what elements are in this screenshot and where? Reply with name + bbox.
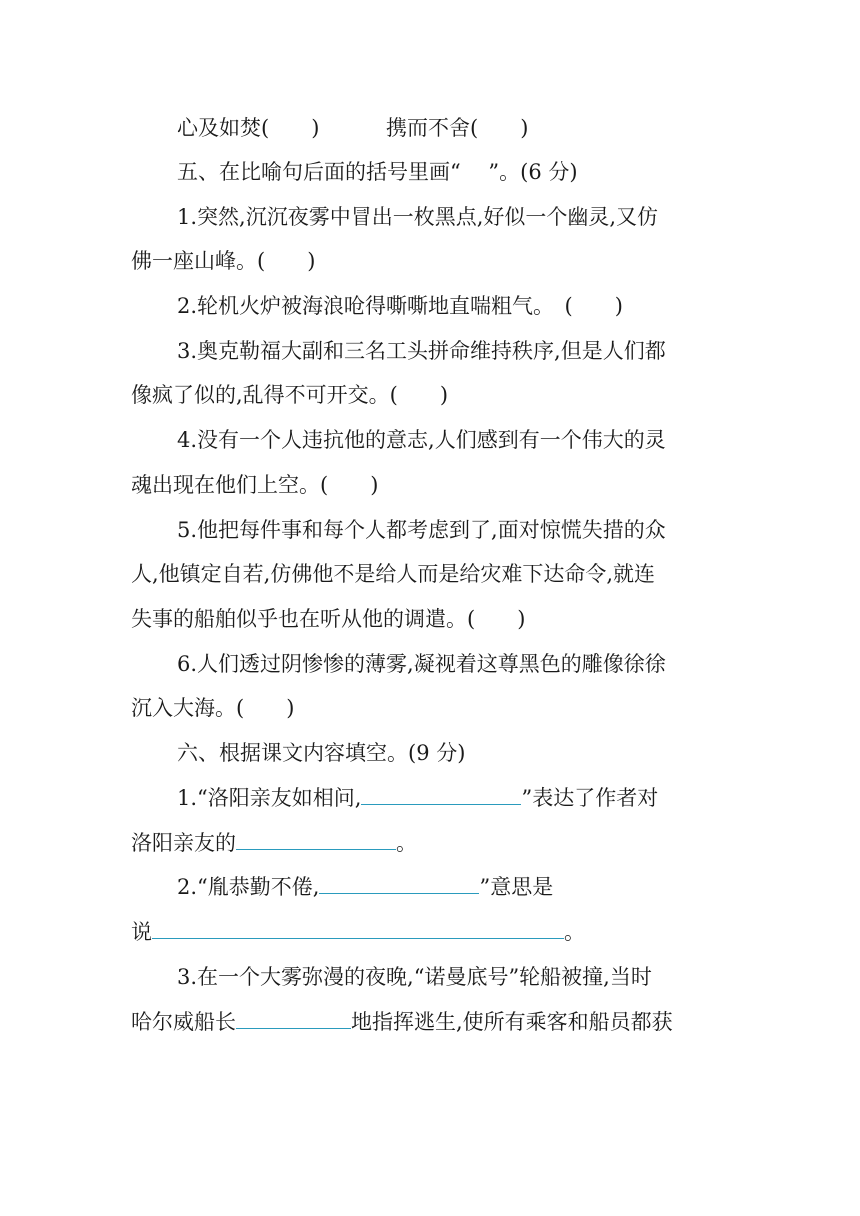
s6-q1-line-2 (131, 828, 417, 858)
s6-q1-text-l2-pre: 洛阳亲友的 (131, 831, 236, 855)
s6-q3-line-1: 3.在一个大雾弥漫的夜晚,“诺曼底号”轮船被撞,当时 (177, 965, 652, 989)
s6-q1-blank-1[interactable] (361, 784, 521, 805)
s6-q2-text-pre: 2.“胤恭勤不倦, (177, 875, 320, 899)
s6-q1-text-l2-post: 。 (396, 831, 417, 855)
s5-item-6-line-2: 沉入大海。( ) (131, 696, 295, 720)
s6-q1-blank-2[interactable] (236, 829, 396, 850)
section-5-heading: 五、在比喻句后面的括号里画“ ”。(6 分) (177, 160, 578, 184)
s5-item-1-line-2: 佛一座山峰。( ) (131, 249, 316, 273)
s6-q2-line-2 (131, 917, 585, 947)
s5-item-3-line-2: 像疯了似的,乱得不可开交。( ) (131, 383, 449, 407)
s5-item-4-line-2: 魂出现在他们上空。( ) (131, 473, 379, 497)
s5-item-1-line-1: 1.突然,沉沉夜雾中冒出一枚黑点,好似一个幽灵,又仿 (177, 205, 659, 229)
s5-item-2-line-1: 2.轮机火炉被海浪呛得嘶嘶地直喘粗气。 ( ) (177, 294, 623, 318)
s6-q2-text-l2-post: 。 (564, 920, 585, 944)
s6-q2-blank-1[interactable] (319, 873, 479, 894)
s5-item-5-line-3: 失事的船舶似乎也在听从他的调遣。( ) (131, 607, 526, 631)
idiom-1: 心及如焚( ) (177, 116, 320, 140)
s5-item-5-line-2: 人,他镇定自若,仿佛他不是给人而是给灾难下达命令,就连 (131, 562, 656, 586)
s5-item-3-line-1: 3.奥克勒福大副和三名工头拼命维持秩序,但是人们都 (177, 339, 666, 363)
s6-q3-blank[interactable] (236, 1008, 351, 1029)
s6-q2-blank-2[interactable] (152, 918, 564, 939)
s5-item-4-line-1: 4.没有一个人违抗他的意志,人们感到有一个伟大的灵 (177, 428, 666, 452)
s5-item-6-line-1: 6.人们透过阴惨惨的薄雾,凝视着这尊黑色的雕像徐徐 (177, 652, 666, 676)
s6-q1-text-pre: 1.“洛阳亲友如相问, (177, 786, 362, 810)
s6-q2-line-1 (177, 872, 553, 902)
section-6-heading: 六、根据课文内容填空。(9 分) (177, 741, 466, 765)
idiom-2: 携而不舍( ) (386, 116, 529, 140)
s6-q2-text-l2-pre: 说 (131, 920, 152, 944)
s6-q3-line-2 (131, 1007, 673, 1037)
s6-q2-text-post: ”意思是 (479, 875, 554, 899)
s6-q3-text-l2-pre: 哈尔威船长 (131, 1010, 236, 1034)
s5-item-5-line-1: 5.他把每件事和每个人都考虑到了,面对惊慌失措的众 (177, 518, 666, 542)
s6-q3-text-l2-post: 地指挥逃生,使所有乘客和船员都获 (351, 1010, 673, 1034)
s6-q1-text-post: ”表达了作者对 (521, 786, 659, 810)
s6-q1-line-1 (177, 783, 658, 813)
